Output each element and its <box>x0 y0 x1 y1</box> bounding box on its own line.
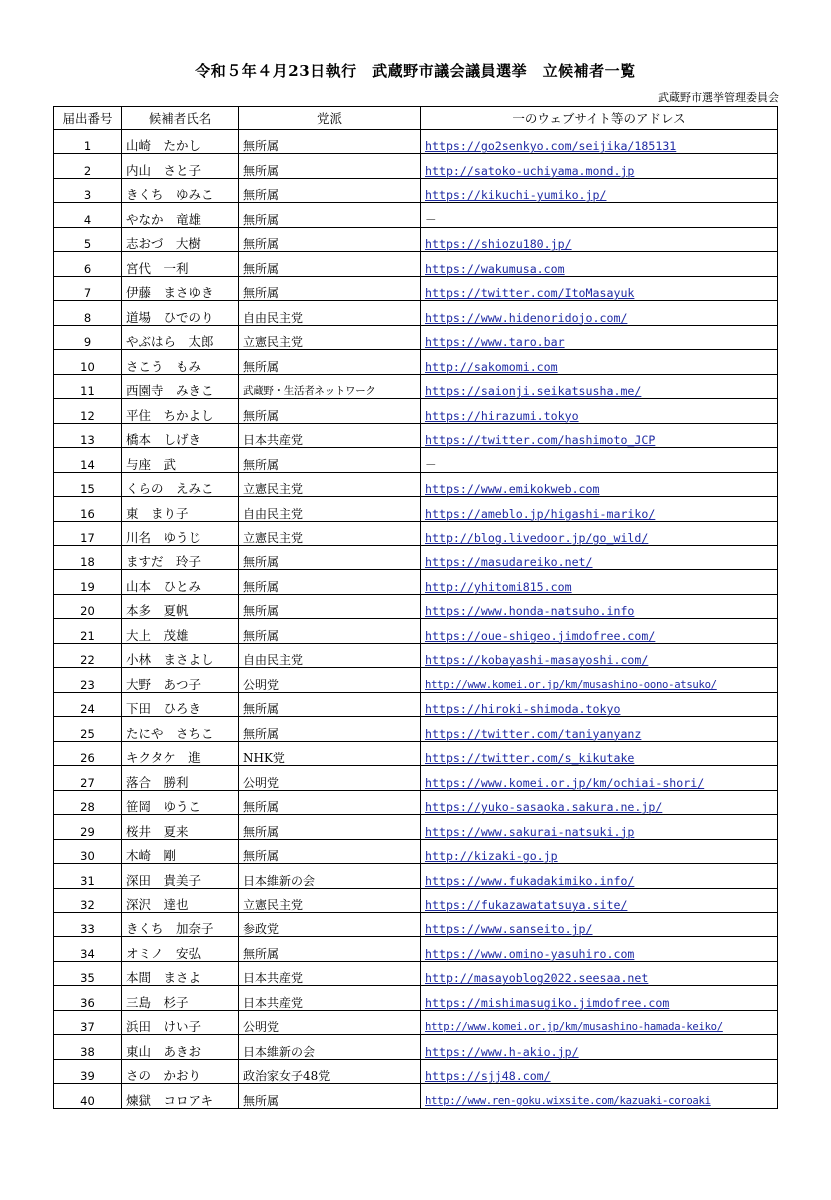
candidate-party: 日本共産党 <box>239 423 421 447</box>
candidate-website-link[interactable]: https://go2senkyo.com/seijika/185131 <box>421 130 778 154</box>
candidate-name: 宮代 一利 <box>122 252 239 276</box>
candidate-website-link[interactable]: https://hiroki-shimoda.tokyo <box>421 692 778 716</box>
candidate-name: 下田 ひろき <box>122 692 239 716</box>
candidate-name: さの かおり <box>122 1059 239 1083</box>
table-row <box>54 448 778 472</box>
candidate-party: 無所属 <box>239 130 421 154</box>
candidate-party: 日本共産党 <box>239 961 421 985</box>
candidate-party: 公明党 <box>239 1010 421 1034</box>
candidate-number: 12 <box>54 399 122 423</box>
candidate-number: 23 <box>54 668 122 692</box>
candidate-party: 無所属 <box>239 570 421 594</box>
candidate-party: 日本共産党 <box>239 986 421 1010</box>
candidate-name: 本多 夏帆 <box>122 594 239 618</box>
candidate-number: 15 <box>54 472 122 496</box>
candidate-number: 34 <box>54 937 122 961</box>
candidate-party: 無所属 <box>239 227 421 251</box>
candidate-number: 19 <box>54 570 122 594</box>
candidate-number: 13 <box>54 423 122 447</box>
candidate-website-link[interactable]: https://fukazawatatsuya.site/ <box>421 888 778 912</box>
candidate-name: 本間 まさよ <box>122 961 239 985</box>
candidate-number: 9 <box>54 325 122 349</box>
table-row <box>54 472 778 496</box>
candidate-party: NHK党 <box>239 741 421 765</box>
candidate-website-link[interactable]: http://www.komei.or.jp/km/musashino-hamada-keiko/ <box>421 1010 778 1034</box>
candidate-number: 30 <box>54 839 122 863</box>
candidate-name: 伊藤 まさゆき <box>122 276 239 300</box>
candidate-party: 無所属 <box>239 790 421 814</box>
candidate-name: 大上 茂雄 <box>122 619 239 643</box>
candidate-name: 深田 貴美子 <box>122 864 239 888</box>
candidate-website-link[interactable]: http://kizaki-go.jp <box>421 839 778 863</box>
candidate-party: 自由民主党 <box>239 643 421 667</box>
table-row <box>54 692 778 716</box>
candidate-name: 平住 ちかよし <box>122 399 239 423</box>
candidate-website-link[interactable]: https://www.fukadakimiko.info/ <box>421 864 778 888</box>
candidate-party: 無所属 <box>239 717 421 741</box>
candidate-website-link[interactable]: https://twitter.com/hashimoto_JCP <box>421 423 778 447</box>
candidate-party: 無所属 <box>239 350 421 374</box>
candidate-number: 6 <box>54 252 122 276</box>
candidate-number: 10 <box>54 350 122 374</box>
candidate-name: 西園寺 みきこ <box>122 374 239 398</box>
candidate-website-link[interactable]: http://blog.livedoor.jp/go_wild/ <box>421 521 778 545</box>
candidate-name: 煉獄 コロアキ <box>122 1084 239 1108</box>
candidate-number: 7 <box>54 276 122 300</box>
candidate-table <box>53 106 778 1109</box>
candidate-party: 無所属 <box>239 594 421 618</box>
candidate-website-link[interactable]: http://satoko-uchiyama.mond.jp <box>421 154 778 178</box>
candidate-name: オミノ 安弘 <box>122 937 239 961</box>
candidate-number: 5 <box>54 227 122 251</box>
table-row <box>54 1035 778 1059</box>
candidate-number: 1 <box>54 130 122 154</box>
candidate-number: 35 <box>54 961 122 985</box>
candidate-party: 無所属 <box>239 154 421 178</box>
candidate-website-link[interactable]: https://www.komei.or.jp/km/ochiai-shori/ <box>421 766 778 790</box>
table-row <box>54 545 778 569</box>
candidate-website-link[interactable]: https://ameblo.jp/higashi-mariko/ <box>421 497 778 521</box>
candidate-website-link[interactable]: https://saionji.seikatsusha.me/ <box>421 374 778 398</box>
candidate-number: 37 <box>54 1010 122 1034</box>
page-title: 令和５年４月23日執行 武蔵野市議会議員選挙 立候補者一覧 <box>195 62 636 80</box>
candidate-name: キクタケ 進 <box>122 741 239 765</box>
candidate-party: 自由民主党 <box>239 497 421 521</box>
candidate-website-none: － <box>421 203 778 227</box>
candidate-website-link[interactable]: https://yuko-sasaoka.sakura.ne.jp/ <box>421 790 778 814</box>
candidate-name: 深沢 達也 <box>122 888 239 912</box>
table-row <box>54 643 778 667</box>
candidate-name: 内山 さと子 <box>122 154 239 178</box>
candidate-number: 16 <box>54 497 122 521</box>
candidate-name: 志おづ 大樹 <box>122 227 239 251</box>
candidate-party: 無所属 <box>239 448 421 472</box>
candidate-website-link[interactable]: https://www.omino-yasuhiro.com <box>421 937 778 961</box>
candidate-website-link[interactable]: https://www.sanseito.jp/ <box>421 913 778 937</box>
candidate-party: 政治家女子48党 <box>239 1059 421 1083</box>
candidate-name: やぶはら 太郎 <box>122 325 239 349</box>
candidate-website-link[interactable]: https://www.honda-natsuho.info <box>421 594 778 618</box>
candidate-number: 36 <box>54 986 122 1010</box>
candidate-name: 東山 あきお <box>122 1035 239 1059</box>
candidate-number: 20 <box>54 594 122 618</box>
candidate-name: 橋本 しげき <box>122 423 239 447</box>
candidate-website-link[interactable]: https://www.sakurai-natsuki.jp <box>421 815 778 839</box>
candidate-number: 2 <box>54 154 122 178</box>
candidate-party: 公明党 <box>239 766 421 790</box>
candidate-number: 31 <box>54 864 122 888</box>
candidate-name: 山本 ひとみ <box>122 570 239 594</box>
candidate-name: 落合 勝利 <box>122 766 239 790</box>
table-row <box>54 619 778 643</box>
table-row <box>54 350 778 374</box>
table-row <box>54 766 778 790</box>
candidate-number: 8 <box>54 301 122 325</box>
table-row <box>54 276 778 300</box>
candidate-website-link[interactable]: https://kobayashi-masayoshi.com/ <box>421 643 778 667</box>
candidate-party: 立憲民主党 <box>239 521 421 545</box>
candidate-number: 26 <box>54 741 122 765</box>
table-row <box>54 594 778 618</box>
table-row <box>54 1010 778 1034</box>
candidate-number: 33 <box>54 913 122 937</box>
candidate-name: きくち 加奈子 <box>122 913 239 937</box>
candidate-name: ますだ 玲子 <box>122 545 239 569</box>
candidate-party: 日本維新の会 <box>239 864 421 888</box>
candidate-name: 大野 あつ子 <box>122 668 239 692</box>
candidate-name: 与座 武 <box>122 448 239 472</box>
candidate-number: 18 <box>54 545 122 569</box>
table-row <box>54 1059 778 1083</box>
candidate-number: 32 <box>54 888 122 912</box>
table-row <box>54 937 778 961</box>
candidate-party: 立憲民主党 <box>239 325 421 349</box>
table-row <box>54 227 778 251</box>
candidate-website-link[interactable]: https://kikuchi-yumiko.jp/ <box>421 178 778 202</box>
table-row <box>54 668 778 692</box>
candidate-party: 無所属 <box>239 937 421 961</box>
candidate-website-link[interactable]: https://oue-shigeo.jimdofree.com/ <box>421 619 778 643</box>
candidate-party: 無所属 <box>239 619 421 643</box>
table-row <box>54 252 778 276</box>
table-row <box>54 741 778 765</box>
candidate-website-link[interactable]: https://hirazumi.tokyo <box>421 399 778 423</box>
candidate-name: たにや さちこ <box>122 717 239 741</box>
candidate-number: 3 <box>54 178 122 202</box>
candidate-number: 17 <box>54 521 122 545</box>
column-header-name: 候補者氏名 <box>122 107 239 130</box>
table-row <box>54 374 778 398</box>
table-row <box>54 130 778 154</box>
candidate-website-link[interactable]: https://twitter.com/taniyanyanz <box>421 717 778 741</box>
candidate-name: 桜井 夏来 <box>122 815 239 839</box>
candidate-party: 参政党 <box>239 913 421 937</box>
candidate-website-link[interactable]: https://mishimasugiko.jimdofree.com <box>421 986 778 1010</box>
candidate-number: 27 <box>54 766 122 790</box>
table-row <box>54 178 778 202</box>
candidate-website-link[interactable]: https://sjj48.com/ <box>421 1059 778 1083</box>
column-header-url: 一のウェブサイト等のアドレス <box>421 107 778 130</box>
candidate-number: 11 <box>54 374 122 398</box>
candidate-website-link[interactable]: https://wakumusa.com <box>421 252 778 276</box>
candidate-party: 無所属 <box>239 692 421 716</box>
table-row <box>54 961 778 985</box>
candidate-number: 29 <box>54 815 122 839</box>
candidate-party: 無所属 <box>239 276 421 300</box>
table-row <box>54 913 778 937</box>
candidate-website-link[interactable]: https://www.taro.bar <box>421 325 778 349</box>
candidate-party: 自由民主党 <box>239 301 421 325</box>
candidate-number: 4 <box>54 203 122 227</box>
table-row <box>54 203 778 227</box>
candidate-website-link[interactable]: https://www.hidenoridojo.com/ <box>421 301 778 325</box>
candidate-website-link[interactable]: http://sakomomi.com <box>421 350 778 374</box>
candidate-website-link[interactable]: https://masudareiko.net/ <box>421 545 778 569</box>
candidate-name: 浜田 けい子 <box>122 1010 239 1034</box>
candidate-name: 山崎 たかし <box>122 130 239 154</box>
table-row <box>54 986 778 1010</box>
candidate-name: 木崎 剛 <box>122 839 239 863</box>
candidate-party: 武蔵野・生活者ネットワーク <box>239 374 421 398</box>
candidate-website-link[interactable]: https://twitter.com/s_kikutake <box>421 741 778 765</box>
candidate-number: 24 <box>54 692 122 716</box>
candidate-website-link[interactable]: https://twitter.com/ItoMasayuk <box>421 276 778 300</box>
candidate-party: 公明党 <box>239 668 421 692</box>
table-header-row <box>54 107 778 130</box>
candidate-party: 無所属 <box>239 545 421 569</box>
candidate-rows <box>54 130 778 1109</box>
candidate-party: 無所属 <box>239 252 421 276</box>
candidate-party: 無所属 <box>239 178 421 202</box>
candidate-party: 無所属 <box>239 399 421 423</box>
table-row <box>54 423 778 447</box>
table-row <box>54 325 778 349</box>
candidate-name: きくち ゆみこ <box>122 178 239 202</box>
table-row <box>54 521 778 545</box>
issuer-label: 武蔵野市選挙管理委員会 <box>658 91 779 104</box>
table-row <box>54 1084 778 1108</box>
candidate-name: くらの えみこ <box>122 472 239 496</box>
candidate-party: 立憲民主党 <box>239 888 421 912</box>
candidate-name: 川名 ゆうじ <box>122 521 239 545</box>
column-header-number: 届出番号 <box>54 107 122 130</box>
table-row <box>54 888 778 912</box>
candidate-name: 道場 ひでのり <box>122 301 239 325</box>
candidate-website-link[interactable]: http://masayoblog2022.seesaa.net <box>421 961 778 985</box>
table-row <box>54 717 778 741</box>
candidate-number: 38 <box>54 1035 122 1059</box>
candidate-number: 21 <box>54 619 122 643</box>
table-row <box>54 399 778 423</box>
candidate-name: 東 まり子 <box>122 497 239 521</box>
candidate-name: 笹岡 ゆうこ <box>122 790 239 814</box>
table-row <box>54 301 778 325</box>
candidate-party: 無所属 <box>239 203 421 227</box>
table-row <box>54 570 778 594</box>
column-header-party: 党派 <box>239 107 421 130</box>
table-row <box>54 497 778 521</box>
candidate-website-none: － <box>421 448 778 472</box>
candidate-number: 22 <box>54 643 122 667</box>
table-row <box>54 790 778 814</box>
candidate-name: 三島 杉子 <box>122 986 239 1010</box>
table-row <box>54 154 778 178</box>
table-row <box>54 815 778 839</box>
candidate-party: 日本維新の会 <box>239 1035 421 1059</box>
candidate-name: やなか 竜雄 <box>122 203 239 227</box>
table-row <box>54 864 778 888</box>
candidate-number: 25 <box>54 717 122 741</box>
candidate-website-link[interactable]: http://www.ren-goku.wixsite.com/kazuaki-coroaki <box>421 1084 778 1108</box>
candidate-name: さこう もみ <box>122 350 239 374</box>
candidate-number: 14 <box>54 448 122 472</box>
candidate-party: 無所属 <box>239 815 421 839</box>
candidate-number: 40 <box>54 1084 122 1108</box>
candidate-website-link[interactable]: http://www.komei.or.jp/km/musashino-oono-atsuko/ <box>421 668 778 692</box>
table-row <box>54 839 778 863</box>
candidate-party: 無所属 <box>239 839 421 863</box>
candidate-website-link[interactable]: http://yhitomi815.com <box>421 570 778 594</box>
candidate-number: 28 <box>54 790 122 814</box>
candidate-party: 無所属 <box>239 1084 421 1108</box>
candidate-website-link[interactable]: https://www.h-akio.jp/ <box>421 1035 778 1059</box>
candidate-number: 39 <box>54 1059 122 1083</box>
candidate-website-link[interactable]: https://www.emikokweb.com <box>421 472 778 496</box>
candidate-name: 小林 まさよし <box>122 643 239 667</box>
candidate-website-link[interactable]: https://shiozu180.jp/ <box>421 227 778 251</box>
candidate-party: 立憲民主党 <box>239 472 421 496</box>
